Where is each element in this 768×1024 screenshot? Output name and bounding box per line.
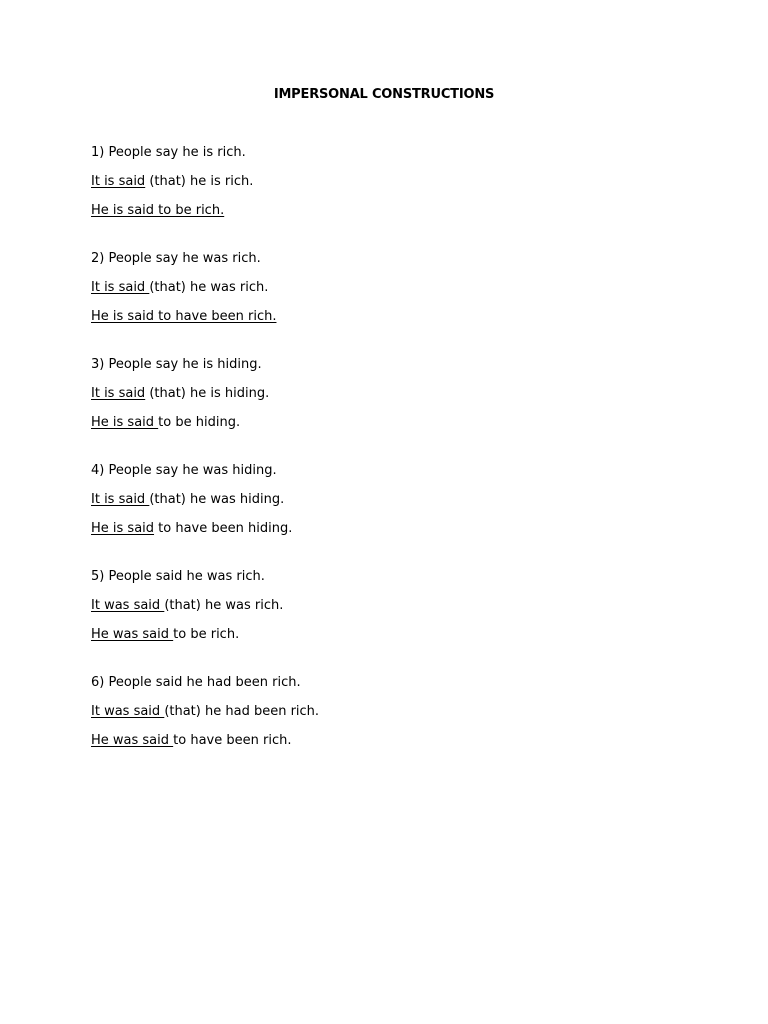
example-group-5 [91, 567, 691, 645]
personal-passive-sentence [91, 307, 691, 327]
sentence-remainder: (that) he had been rich. [164, 704, 320, 719]
personal-passive-sentence [91, 201, 691, 221]
underlined-phrase: It is said [91, 386, 146, 401]
underlined-phrase: It is said [91, 174, 146, 189]
example-group-2 [91, 249, 691, 327]
impersonal-it-sentence [91, 384, 691, 404]
underlined-phrase: He is said to have been rich. [91, 309, 277, 324]
underlined-phrase: He was said [91, 627, 174, 642]
underlined-phrase: It was said [91, 598, 165, 613]
active-sentence: 3) People say he is hiding. [91, 357, 262, 372]
impersonal-it-sentence [91, 278, 691, 298]
active-sentence: 5) People said he was rich. [91, 569, 265, 584]
active-sentence: 6) People said he had been rich. [91, 675, 301, 690]
sentence-remainder: to be hiding. [158, 415, 241, 430]
document-body [91, 143, 691, 779]
sentence-remainder: (that) he is rich. [145, 174, 254, 189]
underlined-phrase: It is said [91, 492, 150, 507]
underlined-phrase: It is said [91, 280, 150, 295]
personal-passive-sentence [91, 731, 691, 751]
impersonal-it-sentence [91, 172, 691, 192]
example-group-4 [91, 461, 691, 539]
impersonal-it-sentence [91, 490, 691, 510]
sentence-remainder: to be rich. [173, 627, 240, 642]
personal-passive-sentence [91, 413, 691, 433]
example-group-1 [91, 143, 691, 221]
impersonal-it-sentence [91, 596, 691, 616]
personal-passive-sentence [91, 625, 691, 645]
underlined-phrase: It was said [91, 704, 165, 719]
active-sentence: 2) People say he was rich. [91, 251, 261, 266]
underlined-phrase: He is said [91, 415, 159, 430]
impersonal-it-sentence [91, 702, 691, 722]
sentence-remainder: to have been rich. [173, 733, 292, 748]
active-sentence: 1) People say he is rich. [91, 145, 246, 160]
underlined-phrase: He was said [91, 733, 174, 748]
sentence-remainder: to have been hiding. [154, 521, 293, 536]
document-title: IMPERSONAL CONSTRUCTIONS [273, 87, 495, 102]
active-sentence: 4) People say he was hiding. [91, 463, 277, 478]
underlined-phrase: He is said to be rich. [91, 203, 225, 218]
personal-passive-sentence [91, 519, 691, 539]
example-group-3 [91, 355, 691, 433]
sentence-remainder: (that) he was rich. [149, 280, 269, 295]
sentence-remainder: (that) he is hiding. [145, 386, 270, 401]
underlined-phrase: He is said [91, 521, 155, 536]
example-group-6 [91, 673, 691, 751]
sentence-remainder: (that) he was hiding. [149, 492, 285, 507]
sentence-remainder: (that) he was rich. [164, 598, 284, 613]
